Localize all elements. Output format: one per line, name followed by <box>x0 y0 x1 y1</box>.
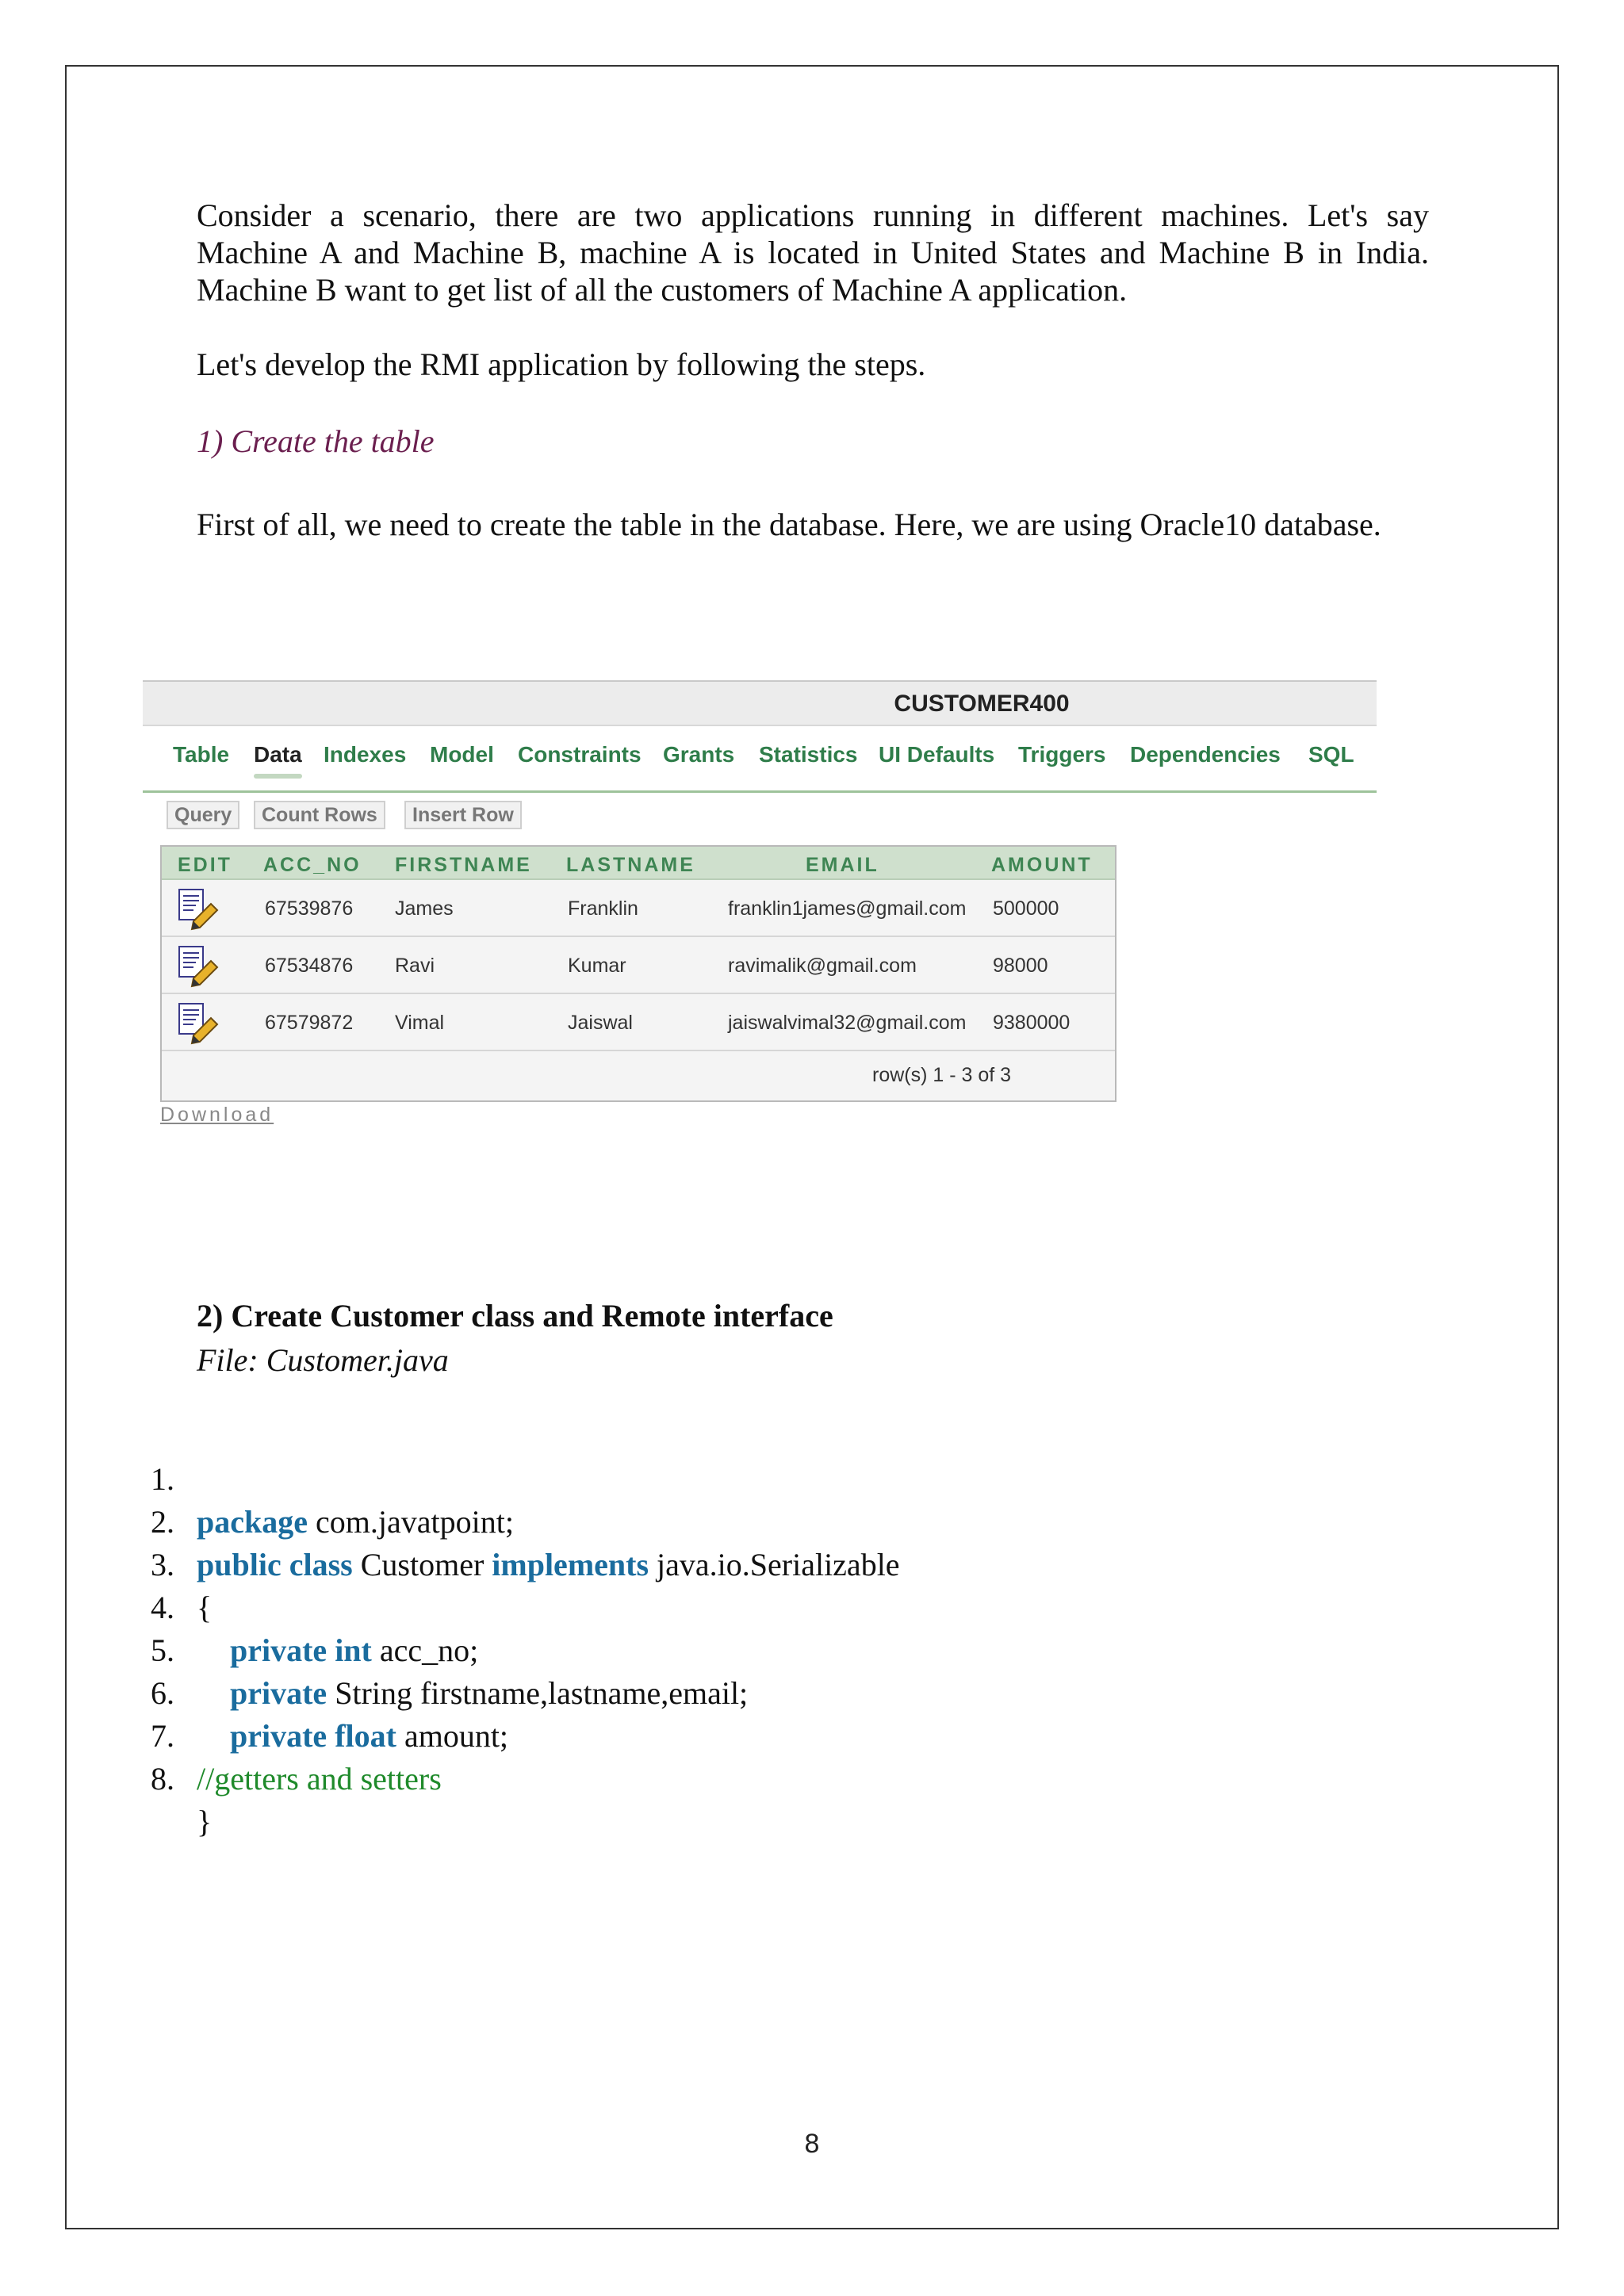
code-text: amount; <box>396 1718 509 1754</box>
create-table-paragraph: First of all, we need to create the table in the database. Here, we are using Oracle10 database. <box>197 507 1381 542</box>
page-border <box>65 65 1559 2229</box>
data-grid <box>160 845 1116 1102</box>
col-acc-no[interactable]: ACC_NO <box>263 854 362 876</box>
cell-lastname: Jaiswal <box>568 1012 633 1034</box>
line-number: 5. <box>151 1632 174 1668</box>
oracle-table-header <box>143 680 1377 726</box>
table-row <box>162 994 1115 1051</box>
table-row <box>162 937 1115 994</box>
col-amount[interactable]: AMOUNT <box>991 854 1093 876</box>
cell-lastname: Kumar <box>568 955 626 977</box>
code-text: acc_no; <box>371 1632 479 1668</box>
table-title: CUSTOMER400 <box>894 691 1070 717</box>
code-text: com.javatpoint; <box>308 1504 514 1540</box>
step1-heading: 1) Create the table <box>197 423 435 459</box>
tab-sql[interactable]: SQL <box>1308 742 1354 767</box>
line-number: 7. <box>151 1718 174 1754</box>
cell-firstname: James <box>395 897 454 920</box>
edit-icon[interactable] <box>176 1002 220 1045</box>
col-firstname[interactable]: FIRSTNAME <box>395 854 532 876</box>
grid-header-row <box>162 847 1115 880</box>
code-line <box>143 1415 1332 1540</box>
intro-line-3: Machine B want to get list of all the customers of Machine A application. <box>197 272 1128 308</box>
code-keyword: public class <box>197 1547 353 1582</box>
download-link[interactable]: Download <box>160 1104 274 1126</box>
cell-lastname: Franklin <box>568 897 638 920</box>
code-text: java.io.Serializable <box>649 1547 900 1582</box>
code-keyword: private <box>230 1675 327 1711</box>
code-listing <box>143 1415 1332 1839</box>
intro-paragraph <box>197 197 1429 308</box>
cell-amount: 9380000 <box>993 1012 1071 1034</box>
tab-table[interactable]: Table <box>173 742 230 767</box>
intro-line-2: Machine A and Machine B, machine A is located in United States and Machine B in India. <box>197 235 1429 270</box>
edit-icon[interactable] <box>176 945 220 988</box>
line-number: 8. <box>151 1761 174 1797</box>
code-keyword: implements <box>492 1547 649 1582</box>
tab-model[interactable]: Model <box>430 742 494 767</box>
cell-email: jaiswalvimal32@gmail.com <box>728 1012 967 1034</box>
col-email[interactable]: EMAIL <box>806 854 879 876</box>
tab-data[interactable]: Data <box>254 742 302 767</box>
code-text: String firstname,lastname,email; <box>327 1675 749 1711</box>
line-number: 3. <box>151 1547 174 1582</box>
cell-amount: 98000 <box>993 955 1048 977</box>
develop-paragraph: Let's develop the RMI application by following the steps. <box>197 346 926 382</box>
code-text: Customer <box>352 1547 492 1582</box>
oracle-tab-bar <box>143 726 1377 793</box>
file-name: File: Customer.java <box>197 1342 449 1378</box>
tab-indexes[interactable]: Indexes <box>324 742 407 767</box>
line-number: 2. <box>151 1504 174 1540</box>
code-comment: //getters and setters <box>197 1761 442 1797</box>
line-number: 1. <box>151 1461 174 1497</box>
code-keyword: private float <box>230 1718 396 1754</box>
code-keyword: private int <box>230 1632 372 1668</box>
tab-constraints[interactable]: Constraints <box>518 742 642 767</box>
cell-acc-no: 67534876 <box>265 955 354 977</box>
grid-footer <box>162 1051 1115 1100</box>
intro-line-1: Consider a scenario, there are two applications running in different machines. Let's say <box>197 197 1429 233</box>
tab-grants[interactable]: Grants <box>663 742 735 767</box>
section2-heading: 2) Create Customer class and Remote interface <box>197 1298 833 1334</box>
insert-row-button[interactable]: Insert Row <box>404 801 522 829</box>
code-text: { <box>197 1590 213 1625</box>
col-edit[interactable]: EDIT <box>178 854 232 876</box>
cell-firstname: Ravi <box>395 955 435 977</box>
code-line <box>143 1544 1332 1668</box>
tab-statistics[interactable]: Statistics <box>759 742 858 767</box>
tab-ui-defaults[interactable]: UI Defaults <box>879 742 995 767</box>
line-number: 6. <box>151 1675 174 1711</box>
tab-triggers[interactable]: Triggers <box>1018 742 1106 767</box>
tab-dependencies[interactable]: Dependencies <box>1130 742 1281 767</box>
line-number: 4. <box>151 1590 174 1625</box>
cell-amount: 500000 <box>993 897 1059 920</box>
table-row <box>162 880 1115 937</box>
cell-email: franklin1james@gmail.com <box>728 897 967 920</box>
query-button[interactable]: Query <box>167 801 239 829</box>
oracle-table-widget <box>143 680 1377 1132</box>
cell-email: ravimalik@gmail.com <box>728 955 917 977</box>
cell-acc-no: 67539876 <box>265 897 354 920</box>
cell-firstname: Vimal <box>395 1012 445 1034</box>
rows-info: row(s) 1 - 3 of 3 <box>872 1064 1012 1086</box>
edit-icon[interactable] <box>176 888 220 931</box>
page-number: 8 <box>804 2129 820 2159</box>
cell-acc-no: 67579872 <box>265 1012 354 1034</box>
code-text: } <box>197 1804 213 1839</box>
count-rows-button[interactable]: Count Rows <box>254 801 385 829</box>
col-lastname[interactable]: LASTNAME <box>566 854 695 876</box>
code-keyword: package <box>197 1504 308 1540</box>
